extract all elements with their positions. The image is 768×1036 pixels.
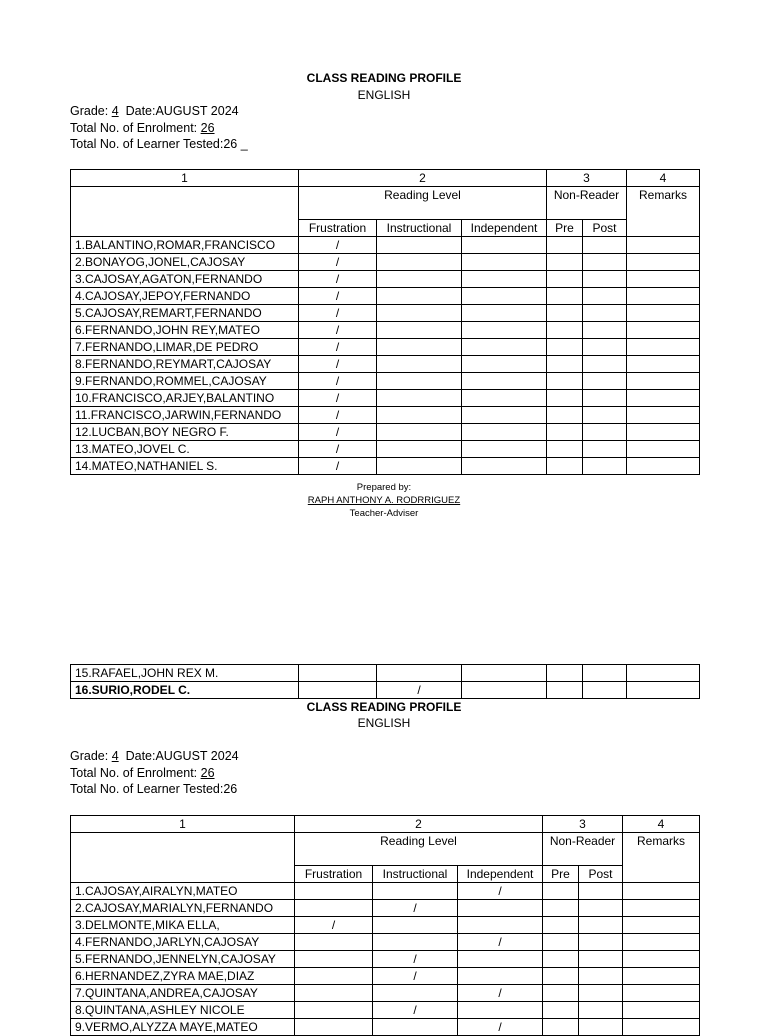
- teacher-role: Teacher-Adviser: [349, 508, 419, 519]
- remarks-cell: [627, 441, 700, 458]
- table-row: [71, 322, 700, 339]
- post-cell: [583, 682, 627, 699]
- table-row: [71, 373, 700, 390]
- pre-header: Pre: [543, 866, 579, 883]
- remarks-cell: [627, 458, 700, 475]
- instructional-mark: [377, 373, 462, 390]
- remarks-cell: [627, 390, 700, 407]
- remarks-header: Remarks: [623, 833, 700, 883]
- table-row: [71, 390, 700, 407]
- independent-mark: [458, 968, 543, 985]
- form2-enrol-value: 26: [200, 765, 215, 780]
- frustration-mark: /: [299, 305, 377, 322]
- instructional-mark: [373, 1019, 458, 1036]
- pre-cell: [543, 917, 579, 934]
- learner-name: 7.FERNANDO,LIMAR,DE PEDRO: [71, 339, 299, 356]
- table-row: [71, 288, 700, 305]
- form2-meta: [70, 748, 239, 798]
- table-row: [71, 665, 700, 682]
- independent-mark: /: [458, 1019, 543, 1036]
- learner-name: 13.MATEO,JOVEL C.: [71, 441, 299, 458]
- pre-cell: [543, 968, 579, 985]
- pre-cell: [547, 288, 583, 305]
- independent-mark: [462, 322, 547, 339]
- frustration-header: Frustration: [295, 866, 373, 883]
- table-row: [71, 441, 700, 458]
- frustration-mark: /: [299, 458, 377, 475]
- frustration-mark: [295, 1002, 373, 1019]
- instructional-mark: [377, 322, 462, 339]
- pre-cell: [543, 1019, 579, 1036]
- learner-name: 1.CAJOSAY,AIRALYN,MATEO: [71, 883, 295, 900]
- independent-mark: /: [458, 934, 543, 951]
- table-row: [71, 407, 700, 424]
- pre-cell: [543, 934, 579, 951]
- pre-cell: [547, 356, 583, 373]
- remarks-cell: [627, 288, 700, 305]
- reading-level-header: Reading Level: [295, 833, 543, 866]
- col4-header: 4: [627, 170, 700, 187]
- learner-name: 9.FERNANDO,ROMMEL,CAJOSAY: [71, 373, 299, 390]
- post-cell: [583, 237, 627, 254]
- frustration-mark: /: [299, 390, 377, 407]
- instructional-mark: /: [373, 951, 458, 968]
- col4-header: 4: [623, 816, 700, 833]
- remarks-cell: [627, 373, 700, 390]
- form1-enrol-line: [70, 120, 248, 137]
- form1-table: [70, 169, 700, 475]
- form1-grade-line: [70, 103, 248, 120]
- frustration-mark: /: [299, 441, 377, 458]
- frustration-mark: [295, 968, 373, 985]
- pre-header: Pre: [547, 220, 583, 237]
- post-cell: [583, 390, 627, 407]
- pre-cell: [547, 339, 583, 356]
- independent-mark: /: [458, 985, 543, 1002]
- form2-title: CLASS READING PROFILE: [306, 700, 462, 714]
- independent-mark: [462, 682, 547, 699]
- table-row: [71, 1019, 700, 1036]
- instructional-header: Instructional: [377, 220, 462, 237]
- remarks-cell: [627, 322, 700, 339]
- reading-level-header: Reading Level: [299, 187, 547, 220]
- remarks-cell: [627, 665, 700, 682]
- learner-name: 16.SURIO,RODEL C.: [71, 682, 299, 699]
- pre-cell: [547, 305, 583, 322]
- col2-header: 2: [299, 170, 547, 187]
- table-row: [71, 271, 700, 288]
- instructional-mark: [377, 424, 462, 441]
- post-cell: [579, 883, 623, 900]
- instructional-mark: [377, 271, 462, 288]
- form2-grade-line: [70, 748, 239, 765]
- table-row: [71, 237, 700, 254]
- instructional-mark: /: [373, 968, 458, 985]
- col1-header: 1: [71, 170, 299, 187]
- post-cell: [583, 407, 627, 424]
- independent-mark: [458, 917, 543, 934]
- remarks-cell: [627, 682, 700, 699]
- frustration-mark: /: [299, 373, 377, 390]
- instructional-mark: [377, 305, 462, 322]
- pre-cell: [547, 271, 583, 288]
- table-row: [71, 682, 700, 699]
- remarks-cell: [623, 968, 700, 985]
- remarks-cell: [627, 424, 700, 441]
- independent-mark: [462, 271, 547, 288]
- frustration-mark: [295, 883, 373, 900]
- post-cell: [583, 458, 627, 475]
- learner-name: 5.CAJOSAY,REMART,FERNANDO: [71, 305, 299, 322]
- learner-name: 10.FRANCISCO,ARJEY,BALANTINO: [71, 390, 299, 407]
- independent-mark: [462, 356, 547, 373]
- learner-name: 8.QUINTANA,ASHLEY NICOLE: [71, 1002, 295, 1019]
- name-header-cell: [71, 833, 295, 883]
- independent-mark: /: [458, 883, 543, 900]
- learner-name: 6.FERNANDO,JOHN REY,MATEO: [71, 322, 299, 339]
- non-reader-header: Non-Reader: [543, 833, 623, 866]
- pre-cell: [547, 254, 583, 271]
- frustration-mark: /: [299, 339, 377, 356]
- form2-table: [70, 815, 700, 1036]
- instructional-mark: [373, 883, 458, 900]
- learner-name: 7.QUINTANA,ANDREA,CAJOSAY: [71, 985, 295, 1002]
- instructional-mark: /: [373, 900, 458, 917]
- signature-block: [0, 481, 768, 520]
- form1-subject: ENGLISH: [357, 88, 411, 102]
- table-row: [71, 883, 700, 900]
- independent-mark: [462, 390, 547, 407]
- pre-cell: [543, 1002, 579, 1019]
- form2-tested-line: Total No. of Learner Tested:26: [70, 782, 238, 796]
- pre-cell: [547, 441, 583, 458]
- instructional-mark: [377, 288, 462, 305]
- independent-mark: [462, 237, 547, 254]
- remarks-cell: [627, 237, 700, 254]
- pre-cell: [547, 237, 583, 254]
- form1-enrol-value: 26: [200, 120, 215, 135]
- post-cell: [583, 665, 627, 682]
- non-reader-header: Non-Reader: [547, 187, 627, 220]
- pre-cell: [543, 900, 579, 917]
- independent-mark: [458, 951, 543, 968]
- form1-meta: [70, 103, 248, 153]
- table-row: [71, 339, 700, 356]
- learner-name: 5.FERNANDO,JENNELYN,CAJOSAY: [71, 951, 295, 968]
- pre-cell: [547, 458, 583, 475]
- learner-name: 9.VERMO,ALYZZA MAYE,MATEO: [71, 1019, 295, 1036]
- post-cell: [583, 305, 627, 322]
- table-row: [71, 934, 700, 951]
- post-cell: [579, 934, 623, 951]
- post-cell: [579, 968, 623, 985]
- form1-grade-label: Grade:: [70, 104, 112, 118]
- table-row: [71, 917, 700, 934]
- col1-header: 1: [71, 816, 295, 833]
- form2-subject: ENGLISH: [357, 716, 411, 730]
- table-row: [71, 305, 700, 322]
- remarks-cell: [623, 985, 700, 1002]
- remarks-cell: [627, 271, 700, 288]
- independent-mark: [462, 441, 547, 458]
- frustration-mark: /: [299, 322, 377, 339]
- pre-cell: [547, 682, 583, 699]
- col3-header: 3: [543, 816, 623, 833]
- pre-cell: [547, 665, 583, 682]
- form1-grade-value: 4: [111, 104, 119, 118]
- frustration-mark: [295, 951, 373, 968]
- post-cell: [583, 441, 627, 458]
- remarks-cell: [627, 254, 700, 271]
- table-row: [71, 985, 700, 1002]
- instructional-mark: [377, 390, 462, 407]
- remarks-cell: [623, 934, 700, 951]
- learner-name: 3.DELMONTE,MIKA ELLA,: [71, 917, 295, 934]
- learner-name: 2.CAJOSAY,MARIALYN,FERNANDO: [71, 900, 295, 917]
- post-cell: [583, 254, 627, 271]
- independent-mark: [458, 1002, 543, 1019]
- form2-grade-value: 4: [111, 749, 119, 763]
- independent-header: Independent: [458, 866, 543, 883]
- remarks-cell: [623, 1002, 700, 1019]
- frustration-mark: /: [299, 271, 377, 288]
- form1-tested-line: Total No. of Learner Tested:26 _: [70, 137, 248, 151]
- col2-header: 2: [295, 816, 543, 833]
- form1-continued-table: [70, 664, 700, 699]
- instructional-mark: [377, 237, 462, 254]
- table-row: [71, 458, 700, 475]
- frustration-mark: [295, 985, 373, 1002]
- instructional-mark: [373, 985, 458, 1002]
- frustration-header: Frustration: [299, 220, 377, 237]
- pre-cell: [543, 951, 579, 968]
- learner-name: 14.MATEO,NATHANIEL S.: [71, 458, 299, 475]
- learner-name: 4.FERNANDO,JARLYN,CAJOSAY: [71, 934, 295, 951]
- table-row: [71, 424, 700, 441]
- form1-title: CLASS READING PROFILE: [306, 71, 462, 85]
- instructional-mark: [377, 441, 462, 458]
- remarks-cell: [623, 900, 700, 917]
- frustration-mark: /: [299, 254, 377, 271]
- remarks-cell: [623, 917, 700, 934]
- table-row: [71, 254, 700, 271]
- instructional-mark: /: [377, 682, 462, 699]
- post-cell: [583, 424, 627, 441]
- col3-header: 3: [547, 170, 627, 187]
- frustration-mark: /: [299, 237, 377, 254]
- frustration-mark: /: [299, 288, 377, 305]
- learner-name: 1.BALANTINO,ROMAR,FRANCISCO: [71, 237, 299, 254]
- frustration-mark: /: [299, 424, 377, 441]
- table-row: [71, 1002, 700, 1019]
- remarks-cell: [623, 951, 700, 968]
- post-cell: [583, 339, 627, 356]
- form1-date: Date:AUGUST 2024: [125, 104, 239, 118]
- post-cell: [583, 271, 627, 288]
- frustration-mark: [295, 934, 373, 951]
- post-cell: [579, 951, 623, 968]
- instructional-mark: [377, 665, 462, 682]
- post-header: Post: [579, 866, 623, 883]
- instructional-mark: [373, 917, 458, 934]
- remarks-cell: [627, 407, 700, 424]
- learner-name: 8.FERNANDO,REYMART,CAJOSAY: [71, 356, 299, 373]
- independent-mark: [462, 305, 547, 322]
- instructional-mark: [377, 254, 462, 271]
- remarks-cell: [623, 883, 700, 900]
- pre-cell: [547, 322, 583, 339]
- independent-mark: [462, 373, 547, 390]
- independent-mark: [458, 900, 543, 917]
- post-cell: [579, 900, 623, 917]
- table-row: [71, 968, 700, 985]
- prepared-by: Prepared by:: [356, 482, 412, 493]
- form1-table-body: [71, 237, 700, 475]
- learner-name: 2.BONAYOG,JONEL,CAJOSAY: [71, 254, 299, 271]
- frustration-mark: [299, 665, 377, 682]
- post-cell: [579, 917, 623, 934]
- remarks-header: Remarks: [627, 187, 700, 237]
- post-cell: [583, 322, 627, 339]
- frustration-mark: /: [299, 407, 377, 424]
- instructional-mark: [377, 339, 462, 356]
- instructional-mark: [377, 407, 462, 424]
- pre-cell: [543, 985, 579, 1002]
- pre-cell: [547, 390, 583, 407]
- form1-table-head: [71, 170, 700, 237]
- frustration-mark: [295, 900, 373, 917]
- independent-mark: [462, 339, 547, 356]
- independent-mark: [462, 407, 547, 424]
- post-cell: [583, 288, 627, 305]
- form2-table-body: [71, 883, 700, 1036]
- instructional-mark: [377, 458, 462, 475]
- remarks-cell: [623, 1019, 700, 1036]
- learner-name: 12.LUCBAN,BOY NEGRO F.: [71, 424, 299, 441]
- instructional-mark: /: [373, 1002, 458, 1019]
- form1-enrol-label: Total No. of Enrolment:: [70, 120, 201, 135]
- form2-date: Date:AUGUST 2024: [125, 749, 239, 763]
- independent-mark: [462, 424, 547, 441]
- remarks-cell: [627, 339, 700, 356]
- frustration-mark: /: [299, 356, 377, 373]
- post-cell: [579, 1002, 623, 1019]
- post-cell: [583, 356, 627, 373]
- form2-grade-label: Grade:: [70, 749, 112, 763]
- instructional-mark: [373, 934, 458, 951]
- table-row: [71, 356, 700, 373]
- frustration-mark: [295, 1019, 373, 1036]
- post-header: Post: [583, 220, 627, 237]
- name-header-cell: [71, 187, 299, 237]
- form2-enrol-label: Total No. of Enrolment:: [70, 765, 201, 780]
- independent-mark: [462, 254, 547, 271]
- remarks-cell: [627, 356, 700, 373]
- form2-enrol-line: [70, 765, 239, 782]
- learner-name: 3.CAJOSAY,AGATON,FERNANDO: [71, 271, 299, 288]
- frustration-mark: [299, 682, 377, 699]
- instructional-mark: [377, 356, 462, 373]
- learner-name: 4.CAJOSAY,JEPOY,FERNANDO: [71, 288, 299, 305]
- learner-name: 11.FRANCISCO,JARWIN,FERNANDO: [71, 407, 299, 424]
- post-cell: [579, 985, 623, 1002]
- independent-header: Independent: [462, 220, 547, 237]
- pre-cell: [547, 424, 583, 441]
- form2-table-head: [71, 816, 700, 883]
- pre-cell: [547, 373, 583, 390]
- pre-cell: [547, 407, 583, 424]
- table-row: [71, 900, 700, 917]
- independent-mark: [462, 458, 547, 475]
- learner-name: 15.RAFAEL,JOHN REX M.: [71, 665, 299, 682]
- table-row: [71, 951, 700, 968]
- teacher-name: RAPH ANTHONY A. RODRRIGUEZ: [307, 495, 461, 506]
- form1-continued-body: [71, 665, 700, 699]
- remarks-cell: [627, 305, 700, 322]
- frustration-mark: /: [295, 917, 373, 934]
- post-cell: [579, 1019, 623, 1036]
- learner-name: 6.HERNANDEZ,ZYRA MAE,DIAZ: [71, 968, 295, 985]
- independent-mark: [462, 288, 547, 305]
- instructional-header: Instructional: [373, 866, 458, 883]
- post-cell: [583, 373, 627, 390]
- pre-cell: [543, 883, 579, 900]
- independent-mark: [462, 665, 547, 682]
